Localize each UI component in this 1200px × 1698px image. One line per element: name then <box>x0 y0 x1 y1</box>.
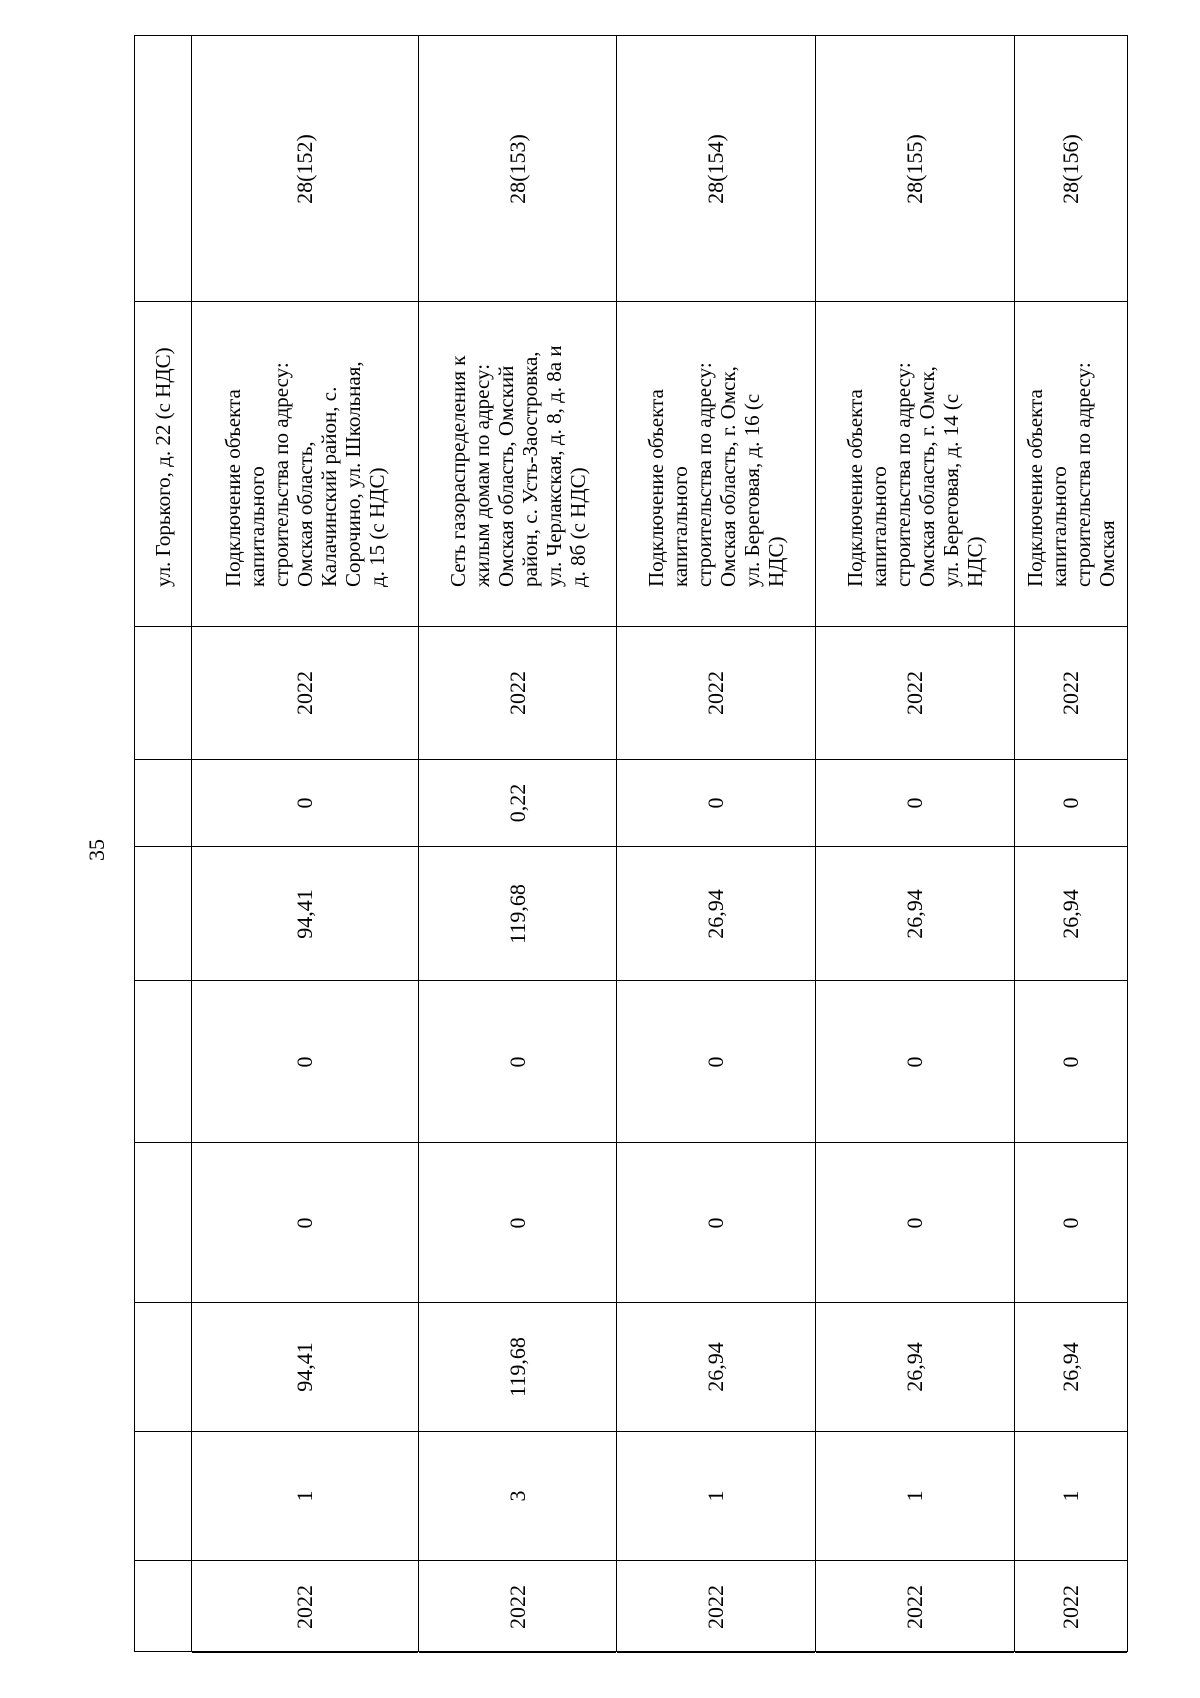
table-row <box>616 36 815 1651</box>
cell-value: 0 <box>1015 760 1127 847</box>
cell-description: Подключение объекта капитального строительства по адресу: Омская <box>1015 302 1127 627</box>
cell-value: 26,94 <box>816 847 1014 981</box>
cell-empty <box>135 1561 191 1653</box>
cell-value: 0 <box>419 981 616 1143</box>
cell-value: 0 <box>816 760 1014 847</box>
cell-description: Подключение объекта капитального строительства по адресу: Омская область, г. Омск, ул. Береговая, д. 14 (с НДС) <box>816 302 1014 627</box>
cell-empty <box>135 847 191 981</box>
cell-value: 26,94 <box>617 1303 815 1432</box>
cell-value: 0 <box>419 1143 616 1303</box>
table-row <box>815 36 1014 1651</box>
cell-year: 2022 <box>419 627 616 760</box>
cell-num: 28(152) <box>192 36 418 302</box>
cell-value: 26,94 <box>617 847 815 981</box>
cell-empty <box>135 981 191 1143</box>
cell-year: 2022 <box>192 627 418 760</box>
cell-description: Подключение объекта капитального строительства по адресу: Омская область, Калачинский район, с. Сорочино, ул. Школьная, д. 15 (с НДС) <box>192 302 418 627</box>
cell-value: 0 <box>816 1143 1014 1303</box>
page-number: 35 <box>84 839 109 861</box>
cell-value: 26,94 <box>1015 1303 1127 1432</box>
cell-value: 0 <box>617 1143 815 1303</box>
table-row <box>418 36 616 1651</box>
cell-empty <box>135 1143 191 1303</box>
cell-year: 2022 <box>192 1561 418 1653</box>
table-row-continuation <box>135 36 191 1651</box>
cell-value: 119,68 <box>419 847 616 981</box>
cell-value: 0 <box>192 1143 418 1303</box>
cell-value: 0 <box>1015 981 1127 1143</box>
cell-value: 1 <box>617 1432 815 1561</box>
cell-value: 0,22 <box>419 760 616 847</box>
cell-num: 28(156) <box>1015 36 1127 302</box>
cell-year: 2022 <box>1015 627 1127 760</box>
cell-empty <box>135 1432 191 1561</box>
cell-value: 26,94 <box>1015 847 1127 981</box>
cell-value: 119,68 <box>419 1303 616 1432</box>
table-row <box>191 36 418 1651</box>
cell-value: 3 <box>419 1432 616 1561</box>
cell-value: 26,94 <box>816 1303 1014 1432</box>
cell-value: 94,41 <box>192 847 418 981</box>
cell-value: 94,41 <box>192 1303 418 1432</box>
cell-year: 2022 <box>1015 1561 1127 1653</box>
cell-year: 2022 <box>617 1561 815 1653</box>
cell-year: 2022 <box>816 627 1014 760</box>
cell-empty <box>135 760 191 847</box>
cell-num-empty <box>135 36 191 302</box>
cell-year: 2022 <box>419 1561 616 1653</box>
cell-value: 0 <box>1015 1143 1127 1303</box>
cell-value: 0 <box>816 981 1014 1143</box>
cell-value: 0 <box>617 760 815 847</box>
cell-value: 0 <box>617 981 815 1143</box>
cell-description: Сеть газораспределения к жилым домам по адресу: Омская область, Омский район, с. Усть-Заостровка, ул. Черлакская, д. 8, д. 8а и д. 8б (с НДС) <box>419 302 616 627</box>
cell-value: 1 <box>1015 1432 1127 1561</box>
table-row <box>1014 36 1127 1651</box>
cell-num: 28(154) <box>617 36 815 302</box>
cell-description: Подключение объекта капитального строительства по адресу: Омская область, г. Омск, ул. Береговая, д. 16 (с НДС) <box>617 302 815 627</box>
cell-year: 2022 <box>617 627 815 760</box>
cell-year: 2022 <box>816 1561 1014 1653</box>
cell-value: 0 <box>192 981 418 1143</box>
cell-num: 28(153) <box>419 36 616 302</box>
cell-value: 0 <box>192 760 418 847</box>
cell-empty <box>135 627 191 760</box>
cell-num: 28(155) <box>816 36 1014 302</box>
cell-value: 1 <box>816 1432 1014 1561</box>
data-table <box>134 35 1128 1652</box>
cell-value: 1 <box>192 1432 418 1561</box>
cell-empty <box>135 1303 191 1432</box>
cell-description: ул. Горького, д. 22 (с НДС) <box>135 302 191 627</box>
